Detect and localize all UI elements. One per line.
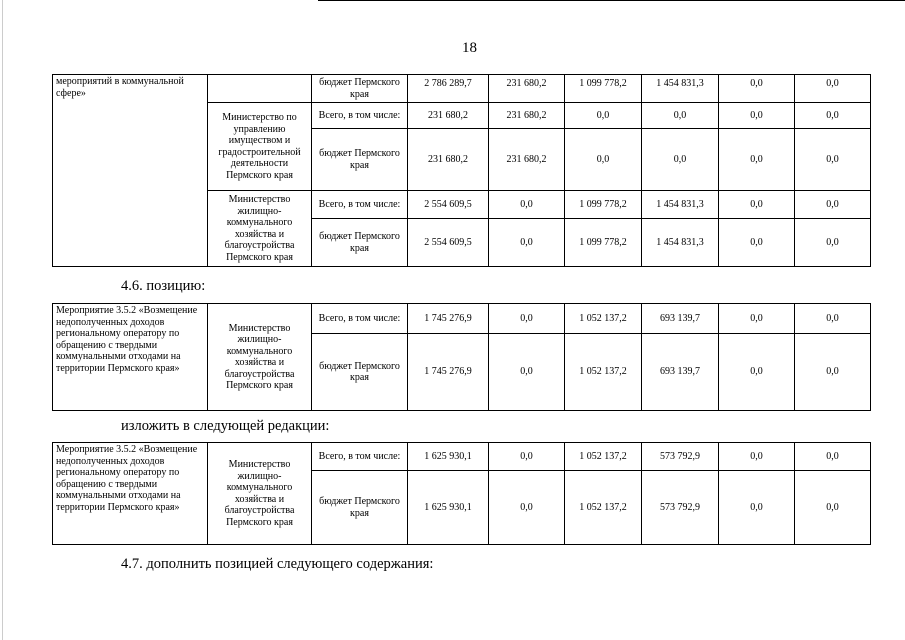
- value-cell: 2 554 609,5: [408, 219, 489, 267]
- org-cell: Министерство жилищно-коммунального хозяйства и благоустройства Пермского края: [208, 443, 312, 545]
- value-cell: 1 052 137,2: [565, 471, 642, 545]
- value-cell: 231 680,2: [408, 103, 489, 129]
- value-cell: 573 792,9: [642, 443, 719, 471]
- table-new-position: [52, 442, 871, 545]
- value-cell: 0,0: [489, 443, 565, 471]
- total-label-cell: Всего, в том числе:: [312, 304, 408, 334]
- org-cell: Министерство жилищно-коммунального хозяйства и благоустройства Пермского края: [208, 191, 312, 267]
- value-cell: 1 745 276,9: [408, 304, 489, 334]
- value-cell: 0,0: [489, 191, 565, 219]
- value-cell: 0,0: [642, 103, 719, 129]
- table-old-position: [52, 303, 871, 411]
- value-cell: 0,0: [719, 103, 795, 129]
- value-cell: 1 052 137,2: [565, 334, 642, 411]
- value-cell: 1 099 778,2: [565, 75, 642, 103]
- value-cell: 1 745 276,9: [408, 334, 489, 411]
- value-cell: 1 454 831,3: [642, 219, 719, 267]
- total-label-cell: Всего, в том числе:: [312, 191, 408, 219]
- page-number: 18: [462, 40, 477, 56]
- value-cell: 0,0: [795, 304, 871, 334]
- org-cell-empty: [208, 75, 312, 103]
- value-cell: 0,0: [565, 129, 642, 191]
- value-cell: 0,0: [795, 191, 871, 219]
- section-heading-4-7: 4.7. дополнить позицией следующего содержания:: [121, 556, 434, 572]
- page-top-rule: [318, 0, 905, 1]
- section-heading-new-edition: изложить в следующей редакции:: [121, 418, 330, 434]
- org-cell: Министерство по управлению имуществом и градостроительной деятельности Пермского края: [208, 103, 312, 191]
- event-name-cell: мероприятий в коммунальной сфере»: [53, 75, 208, 267]
- value-cell: 2 786 289,7: [408, 75, 489, 103]
- value-cell: 0,0: [489, 304, 565, 334]
- total-label-cell: Всего, в том числе:: [312, 103, 408, 129]
- budget-label-cell: бюджет Пермского края: [312, 129, 408, 191]
- value-cell: 0,0: [719, 75, 795, 103]
- event-name-cell: Мероприятие 3.5.2 «Возмещение недополученных доходов региональному оператору по обращению с твердыми коммунальными отходами на территории Пермского края»: [53, 304, 208, 411]
- budget-label-cell: бюджет Пермского края: [312, 334, 408, 411]
- value-cell: 0,0: [719, 219, 795, 267]
- source-cell: бюджет Пермского края: [312, 75, 408, 103]
- org-cell: Министерство жилищно-коммунального хозяйства и благоустройства Пермского края: [208, 304, 312, 411]
- value-cell: 0,0: [795, 334, 871, 411]
- table-row: [53, 304, 871, 334]
- value-cell: 0,0: [489, 471, 565, 545]
- value-cell: 1 625 930,1: [408, 443, 489, 471]
- value-cell: 1 099 778,2: [565, 219, 642, 267]
- value-cell: 0,0: [795, 219, 871, 267]
- value-cell: 0,0: [565, 103, 642, 129]
- value-cell: 1 099 778,2: [565, 191, 642, 219]
- page-left-edge: [2, 0, 3, 640]
- value-cell: 1 454 831,3: [642, 191, 719, 219]
- value-cell: 0,0: [719, 191, 795, 219]
- value-cell: 0,0: [719, 129, 795, 191]
- table-row: [53, 443, 871, 471]
- value-cell: 0,0: [795, 129, 871, 191]
- value-cell: 0,0: [489, 219, 565, 267]
- value-cell: 231 680,2: [489, 75, 565, 103]
- table-continuation: [52, 74, 871, 267]
- value-cell: 2 554 609,5: [408, 191, 489, 219]
- value-cell: 0,0: [795, 103, 871, 129]
- value-cell: 0,0: [719, 334, 795, 411]
- value-cell: 693 139,7: [642, 334, 719, 411]
- value-cell: 231 680,2: [408, 129, 489, 191]
- total-label-cell: Всего, в том числе:: [312, 443, 408, 471]
- value-cell: 0,0: [719, 304, 795, 334]
- value-cell: 0,0: [795, 471, 871, 545]
- value-cell: 0,0: [489, 334, 565, 411]
- value-cell: 1 052 137,2: [565, 304, 642, 334]
- event-name-cell: Мероприятие 3.5.2 «Возмещение недополученных доходов региональному оператору по обращению с твердыми коммунальными отходами на территории Пермского края»: [53, 443, 208, 545]
- value-cell: 0,0: [795, 443, 871, 471]
- value-cell: 693 139,7: [642, 304, 719, 334]
- table-row: [53, 75, 871, 103]
- section-heading-4-6: 4.6. позицию:: [121, 278, 206, 294]
- value-cell: 1 052 137,2: [565, 443, 642, 471]
- value-cell: 573 792,9: [642, 471, 719, 545]
- budget-label-cell: бюджет Пермского края: [312, 219, 408, 267]
- budget-label-cell: бюджет Пермского края: [312, 471, 408, 545]
- value-cell: 0,0: [642, 129, 719, 191]
- value-cell: 0,0: [719, 471, 795, 545]
- value-cell: 0,0: [795, 75, 871, 103]
- value-cell: 0,0: [719, 443, 795, 471]
- value-cell: 1 454 831,3: [642, 75, 719, 103]
- value-cell: 1 625 930,1: [408, 471, 489, 545]
- value-cell: 231 680,2: [489, 103, 565, 129]
- value-cell: 231 680,2: [489, 129, 565, 191]
